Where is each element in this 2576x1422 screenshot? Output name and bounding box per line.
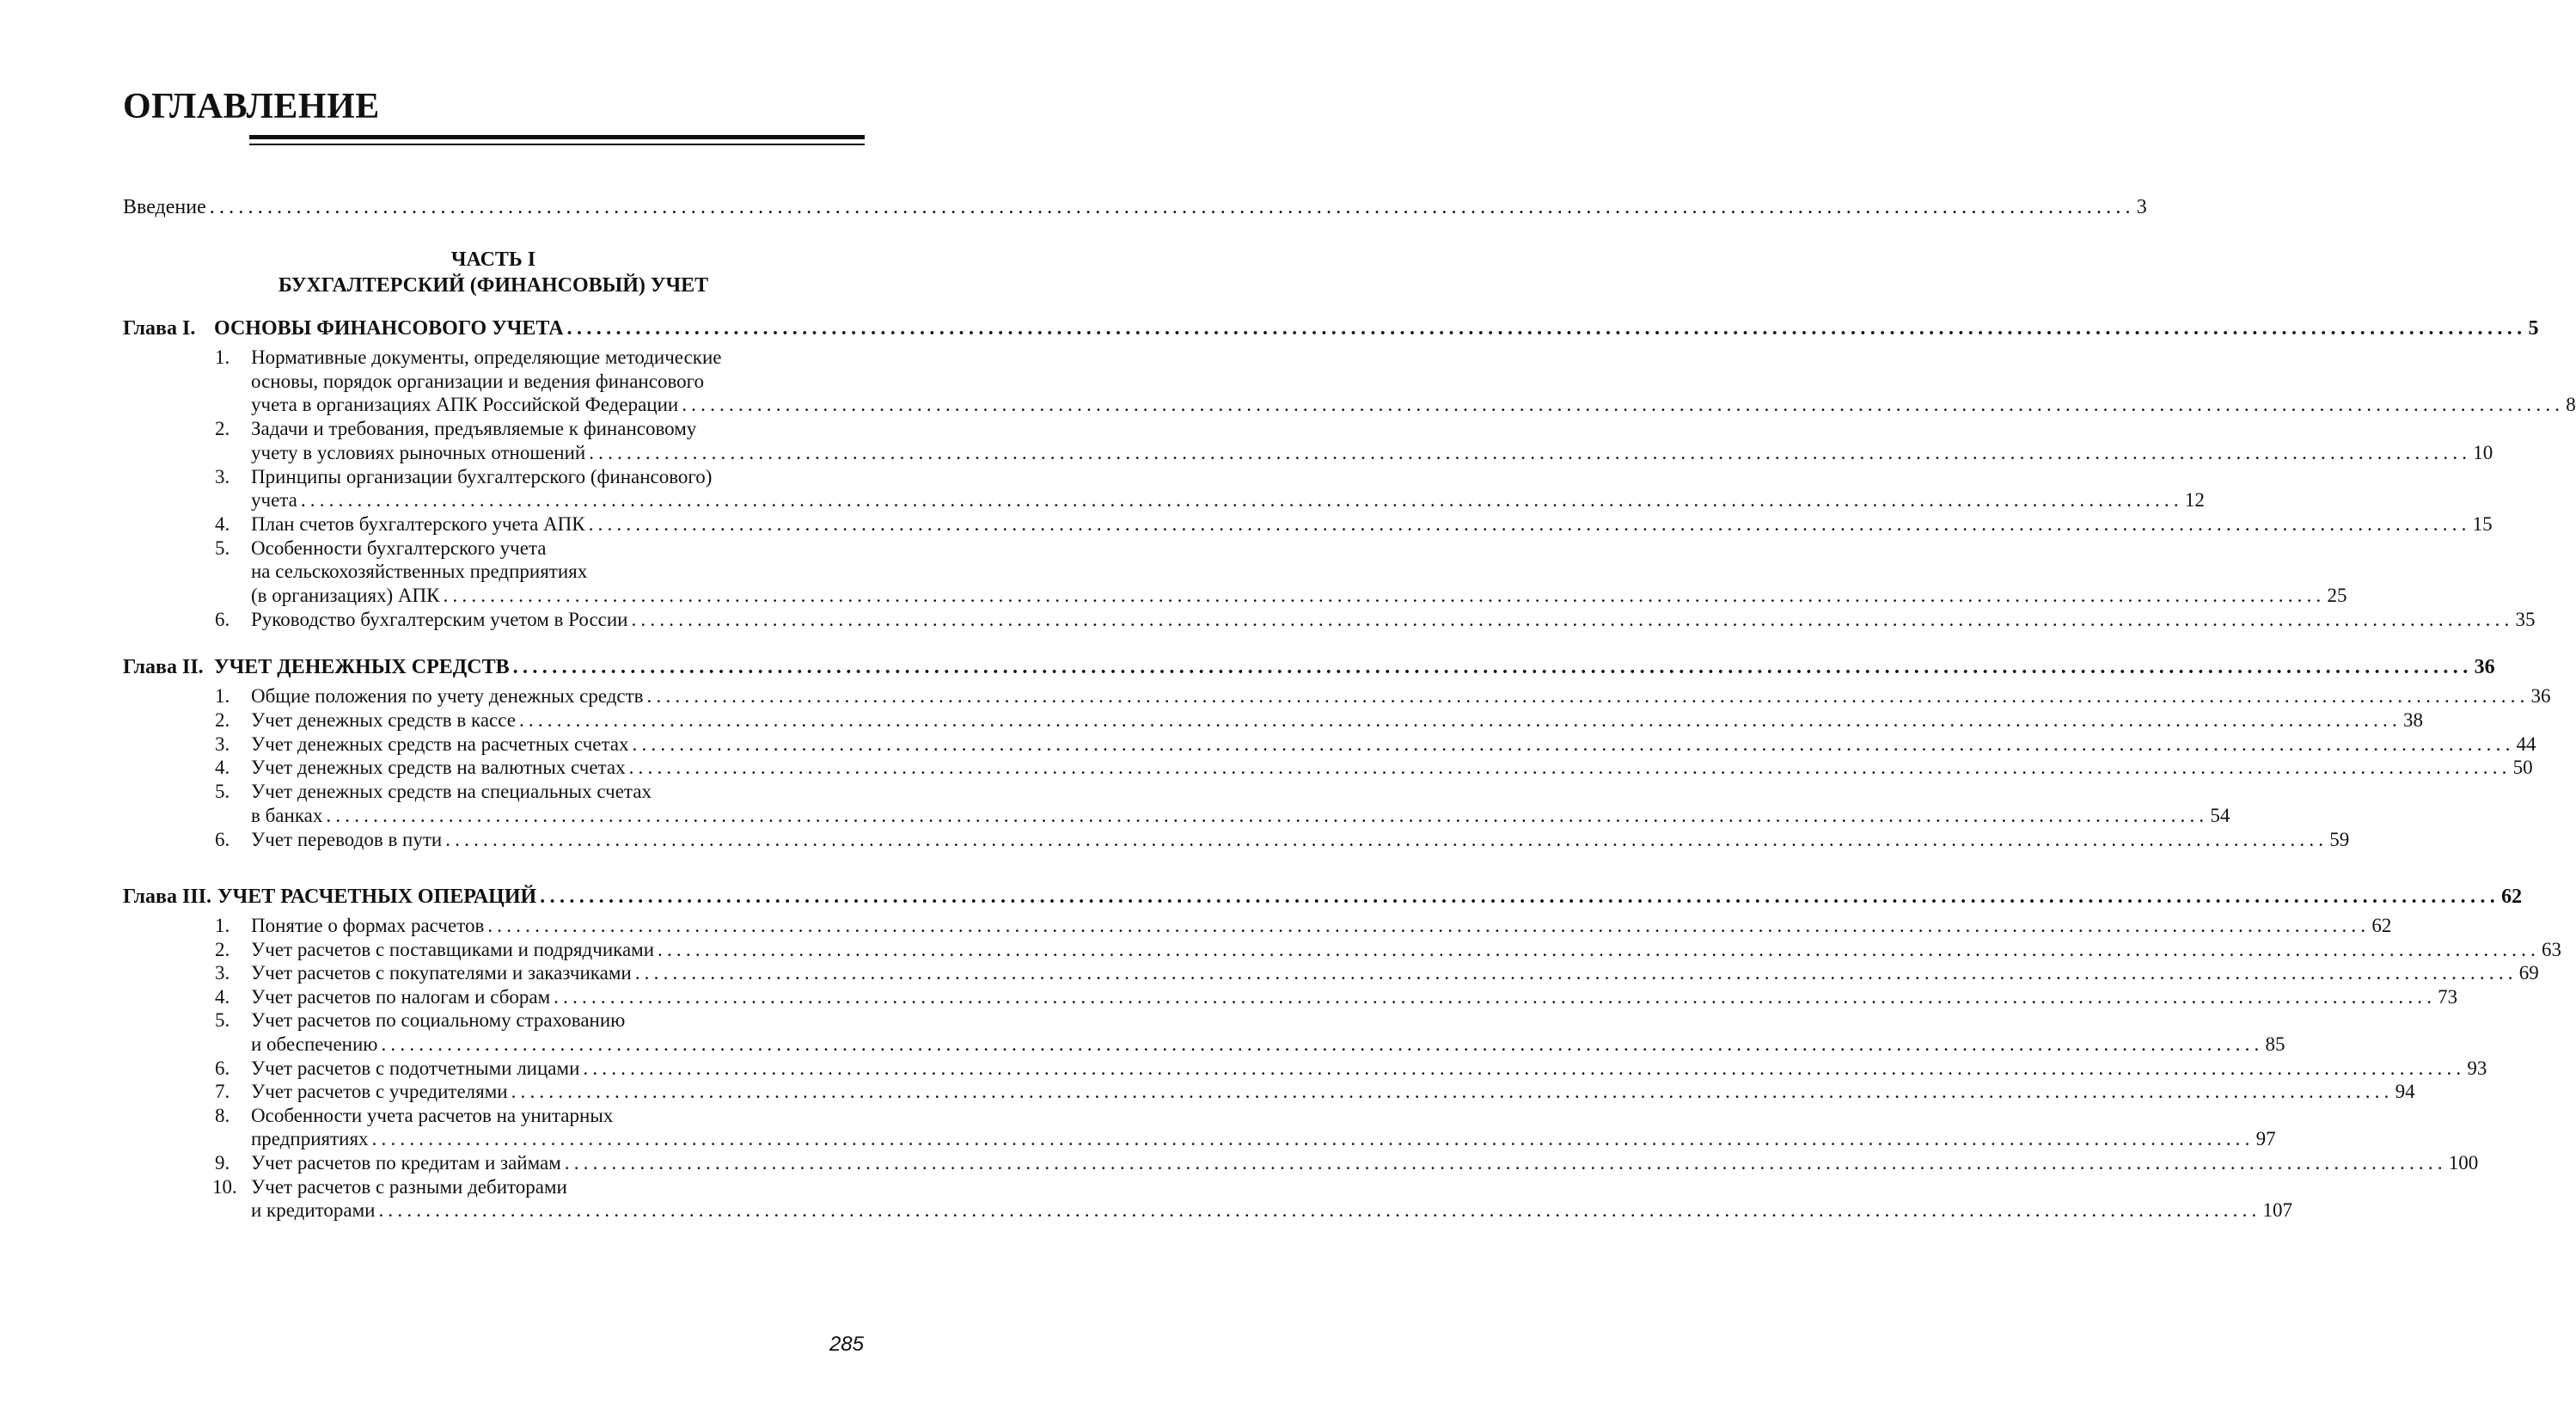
section-entry <box>251 1127 2276 1151</box>
section-entry <box>251 1151 2479 1175</box>
chapter-page: 62 <box>2501 886 2523 908</box>
section-title-line: учета в организациях АПК Российской Федерации <box>251 394 679 416</box>
section-number: 1. <box>215 685 230 707</box>
section-entry <box>251 393 2576 417</box>
section-title-line: Учет расчетов по социальному страхованию <box>251 1009 626 1032</box>
section-title-line: предприятиях <box>251 1128 369 1150</box>
dot-leader: ........................................................................................................................................................................................................ <box>589 441 2472 463</box>
section-title-line: Общие положения по учету денежных средств <box>251 685 644 707</box>
section-entry <box>251 1198 2292 1223</box>
section-number: 3. <box>215 465 230 487</box>
part-title: БУХГАЛТЕРСКИЙ (ФИНАНСОВЫЙ) УЧЕТ <box>278 274 709 297</box>
section-entry <box>251 804 2230 828</box>
dot-leader: ........................................................................................................................................................................................................ <box>326 805 2209 826</box>
dot-leader: ........................................................................................................................................................................................................ <box>634 962 2518 984</box>
section-title-line: и кредиторами <box>251 1199 376 1222</box>
section-entry <box>251 708 2423 732</box>
section-title-line: Руководство бухгалтерским учетом в России <box>251 608 628 630</box>
section-page: 85 <box>2265 1033 2285 1055</box>
part-label: ЧАСТЬ I <box>450 248 536 271</box>
section-title-line: Учет расчетов с покупателями и заказчиками <box>251 962 632 984</box>
section-entry <box>251 488 2205 512</box>
dot-leader: ........................................................................................................................................................................................................ <box>518 708 2402 731</box>
section-page: 36 <box>2530 685 2551 707</box>
chapter-heading <box>123 885 2523 909</box>
page-number: 285 <box>829 1333 864 1356</box>
title-rule-thin <box>249 144 865 145</box>
toc-entry-introduction <box>123 195 2147 219</box>
chapter-label: Глава I. <box>123 317 196 340</box>
dot-leader: ........................................................................................................................................................................................................ <box>682 394 2565 416</box>
section-page: 54 <box>2210 805 2230 826</box>
dot-leader: ........................................................................................................................................................................................................ <box>632 732 2515 755</box>
dot-leader: ........................................................................................................................................................................................................ <box>512 656 2473 678</box>
section-page: 44 <box>2516 732 2536 755</box>
title-rule-thick <box>249 135 865 139</box>
chapter-label: Глава III. <box>123 886 212 908</box>
section-number: 1. <box>215 346 230 368</box>
intro-page: 3 <box>2136 196 2147 218</box>
section-page: 73 <box>2438 985 2458 1008</box>
dot-leader: ........................................................................................................................................................................................................ <box>443 585 2326 606</box>
section-number: 7. <box>215 1081 230 1103</box>
section-title-line: Нормативные документы, определяющие методические <box>251 346 722 368</box>
section-page: 62 <box>2371 915 2392 936</box>
section-page: 50 <box>2512 757 2533 779</box>
dot-leader: ........................................................................................................................................................................................................ <box>445 828 2328 850</box>
section-title-line: Учет расчетов по налогам и сборам <box>251 985 551 1008</box>
section-number: 2. <box>215 418 230 440</box>
section-entry <box>251 732 2536 757</box>
section-title-line: Особенности бухгалтерского учета <box>251 536 547 559</box>
section-number: 2. <box>215 708 230 731</box>
dot-leader: ........................................................................................................................................................................................................ <box>564 1152 2447 1174</box>
section-number: 5. <box>215 536 230 559</box>
section-title-line: Учет расчетов с учредителями <box>251 1081 508 1103</box>
section-entry <box>251 608 2536 632</box>
section-title-line: Задачи и требования, предъявляемые к финансовому <box>251 418 697 440</box>
section-number: 1. <box>215 915 230 936</box>
section-number: 4. <box>215 985 230 1008</box>
section-title-line: основы, порядок организации и ведения финансового <box>251 370 705 392</box>
chapter-heading <box>123 316 2539 340</box>
dot-leader: ........................................................................................................................................................................................................ <box>583 1057 2466 1079</box>
section-entry <box>251 828 2350 852</box>
chapter-label: Глава II. <box>123 656 204 678</box>
section-page: 59 <box>2329 828 2350 850</box>
section-page: 38 <box>2402 708 2423 731</box>
section-entry <box>251 1080 2415 1104</box>
section-entry <box>251 756 2533 780</box>
page-title: ОГЛАВЛЕНИЕ <box>123 87 380 126</box>
dot-leader: ........................................................................................................................................................................................................ <box>511 1081 2394 1103</box>
dot-leader: ........................................................................................................................................................................................................ <box>300 489 2183 512</box>
section-page: 12 <box>2184 489 2205 512</box>
intro-title: Введение <box>123 196 206 218</box>
section-number: 9. <box>215 1152 230 1174</box>
section-title-line: учета <box>251 489 297 512</box>
dot-leader: ........................................................................................................................................................................................................ <box>540 886 2500 908</box>
section-number: 6. <box>215 608 230 630</box>
section-entry <box>251 985 2458 1009</box>
section-title-line: в банках <box>251 805 323 826</box>
section-entry <box>251 584 2347 608</box>
section-title-line: Особенности учета расчетов на унитарных <box>251 1104 614 1126</box>
section-title-line: Учет денежных средств на валютных счетах <box>251 757 626 779</box>
section-page: 107 <box>2262 1199 2292 1222</box>
section-title-line: Принципы организации бухгалтерского (финансового) <box>251 465 713 487</box>
section-entry <box>251 512 2493 536</box>
dot-leader: ........................................................................................................................................................................................................ <box>566 317 2527 340</box>
section-entry <box>251 441 2493 465</box>
section-number: 10. <box>212 1175 237 1198</box>
chapter-title: УЧЕТ ДЕНЕЖНЫХ СРЕДСТВ <box>214 656 510 678</box>
dot-leader: ........................................................................................................................................................................................................ <box>646 685 2530 707</box>
dot-leader: ........................................................................................................................................................................................................ <box>658 938 2541 960</box>
chapter-title: ОСНОВЫ ФИНАНСОВОГО УЧЕТА <box>214 317 564 340</box>
section-page: 8 <box>2566 394 2576 416</box>
dot-leader: ........................................................................................................................................................................................................ <box>209 196 2135 218</box>
section-title-line: (в организациях) АПК <box>251 585 440 606</box>
section-number: 3. <box>215 732 230 755</box>
dot-leader: ........................................................................................................................................................................................................ <box>631 608 2514 630</box>
dot-leader: ........................................................................................................................................................................................................ <box>378 1199 2261 1222</box>
dot-leader: ........................................................................................................................................................................................................ <box>371 1128 2255 1150</box>
section-number: 6. <box>215 828 230 850</box>
chapter-title: УЧЕТ РАСЧЕТНЫХ ОПЕРАЦИЙ <box>217 886 537 908</box>
dot-leader: ........................................................................................................................................................................................................ <box>588 512 2471 535</box>
section-title-line: План счетов бухгалтерского учета АПК <box>251 512 585 535</box>
dot-leader: ........................................................................................................................................................................................................ <box>628 757 2512 779</box>
section-page: 25 <box>2327 585 2347 606</box>
section-page: 69 <box>2518 962 2539 984</box>
section-page: 100 <box>2448 1152 2479 1174</box>
section-number: 8. <box>215 1104 230 1126</box>
section-number: 5. <box>215 1009 230 1032</box>
section-entry <box>251 1057 2487 1081</box>
section-number: 5. <box>215 781 230 803</box>
section-page: 97 <box>2255 1128 2276 1150</box>
section-number: 4. <box>215 512 230 535</box>
chapter-page: 5 <box>2528 317 2539 340</box>
section-page: 15 <box>2472 512 2493 535</box>
section-number: 6. <box>215 1057 230 1079</box>
section-entry <box>251 684 2551 708</box>
section-number: 4. <box>215 757 230 779</box>
chapter-heading <box>123 655 2495 679</box>
section-entry <box>251 914 2392 938</box>
section-page: 94 <box>2395 1081 2415 1103</box>
chapter-page: 36 <box>2474 656 2495 678</box>
section-entry <box>251 961 2539 985</box>
section-title-line: Учет расчетов с разными дебиторами <box>251 1175 567 1198</box>
section-title-line: Учет расчетов по кредитам и займам <box>251 1152 561 1174</box>
section-title-line: Учет денежных средств на специальных счетах <box>251 781 652 803</box>
section-entry <box>251 1033 2285 1057</box>
section-title-line: учету в условиях рыночных отношений <box>251 441 586 463</box>
section-number: 2. <box>215 938 230 960</box>
section-title-line: Учет переводов в пути <box>251 828 443 850</box>
section-title-line: на сельскохозяйственных предприятиях <box>251 561 588 583</box>
section-page: 35 <box>2515 608 2536 630</box>
section-title-line: Учет денежных средств на расчетных счетах <box>251 732 629 755</box>
section-title-line: Учет расчетов с поставщиками и подрядчиками <box>251 938 655 960</box>
section-title-line: Понятие о формах расчетов <box>251 915 485 936</box>
section-title-line: Учет расчетов с подотчетными лицами <box>251 1057 580 1079</box>
dot-leader: ........................................................................................................................................................................................................ <box>381 1033 2264 1055</box>
section-page: 93 <box>2467 1057 2487 1079</box>
section-page: 10 <box>2473 441 2493 463</box>
dot-leader: ........................................................................................................................................................................................................ <box>554 985 2437 1008</box>
section-number: 3. <box>215 962 230 984</box>
dot-leader: ........................................................................................................................................................................................................ <box>487 915 2371 936</box>
section-page: 63 <box>2542 938 2562 960</box>
section-title-line: и обеспечению <box>251 1033 378 1055</box>
section-title-line: Учет денежных средств в кассе <box>251 708 516 731</box>
section-entry <box>251 938 2562 962</box>
